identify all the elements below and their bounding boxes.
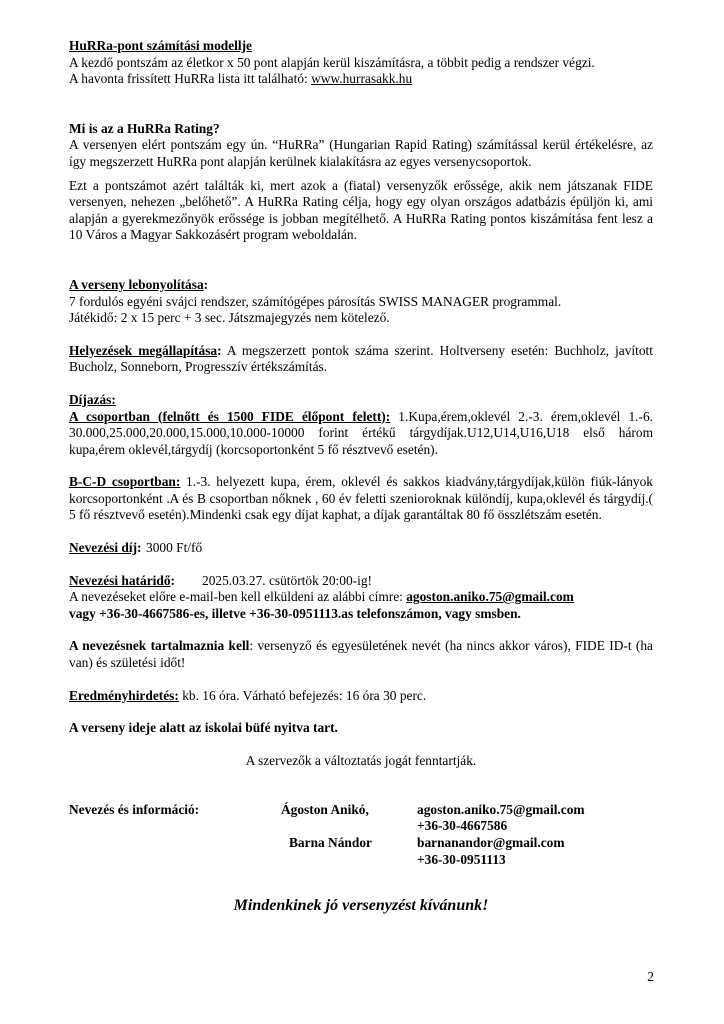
deadline-line: Nevezési határidő: 2025.03.27. csütörtök 20:00-ig! [69, 572, 372, 588]
conduct-heading: A verseny lebonyolítása: [69, 276, 209, 292]
prizes-heading [69, 392, 653, 409]
conduct-line1: 7 fordulós egyéni svájci rendszer, számítógépes párosítás SWISS MANAGER programmal. [69, 293, 562, 309]
placing-heading: Helyezések megállapítása [69, 342, 218, 358]
contact-label: Nevezés és információ: [69, 802, 200, 818]
rating-para1: A versenyen elért pontszám egy ún. “HuRRa” (Hungarian Rapid Rating) számítással kerül értékelésre, az így megszerzett HuRRa pont alapján kerülnek kialakításra az egyes versenycsoportok. [69, 137, 653, 169]
deadline-value: 2025.03.27. csütörtök 20:00-ig! [202, 572, 372, 588]
deadline-label: Nevezési határidő [69, 572, 171, 588]
model-line2-text: A havonta frissített HuRRa lista itt található: [69, 71, 312, 87]
contact-person2: Barna Nándor [289, 835, 372, 851]
fee-label: Nevezési díj [69, 540, 138, 556]
entry-email-link[interactable]: agoston.aniko.75@gmail.com [406, 589, 574, 605]
deadline-phone-line: vagy +36-30-4667586-es, illetve +36-30-0951113.as telefonszámon, vagy smsben. [69, 605, 521, 621]
prizes-bcd-label: B-C-D csoportban: [69, 474, 181, 490]
prizes-heading-text: Díjazás: [69, 391, 116, 407]
contact-email1[interactable]: agoston.aniko.75@gmail.com [417, 802, 585, 818]
deadline-email-line [69, 589, 653, 606]
rating-heading: Mi is az a HuRRa Rating? [69, 120, 220, 136]
organizers-note: A szervezők a változtatás jogát fenntartják. [245, 752, 477, 768]
contact-phone1: +36-30-4667586 [417, 818, 508, 834]
required-text: : versenyző és egyesületének nevét (ha nincs akkor város), FIDE ID-t (ha van) és születési időt! [69, 638, 653, 671]
prizes-a-label: A csoportban (felnőtt és 1500 FIDE élőpont felett): [69, 408, 391, 424]
model-heading [69, 38, 653, 55]
required-label: A nevezésnek tartalmaznia kell [69, 638, 250, 654]
document-page [69, 38, 653, 915]
required-paragraph [69, 638, 653, 671]
fee-value: 3000 Ft/fő [146, 540, 203, 556]
results-text: kb. 16 óra. Várható befejezés: 16 óra 30 perc. [178, 687, 427, 703]
contact-email2[interactable]: barnanandor@gmail.com [417, 835, 565, 851]
conduct-heading-text: A verseny lebonyolítása [69, 276, 204, 292]
buffet-note: A verseny ideje alatt az iskolai büfé nyitva tart. [69, 720, 338, 736]
rating-para2: Ezt a pontszámot azért találták ki, mert azok a (fiatal) versenyzők erőssége, akik nem játszanak FIDE versenyen, nehezen „belőhető”. A HuRRa Rating célja, hogy egy olyan országos adatbázis épüljön ki, ami alapján a gyerekmezőnyök erőssége is jobban megítélhető. A HuRRa Rating pontos kiszámítása fent lesz a 10 Város a Magyar Sakkozásért program weboldalán. [69, 177, 653, 243]
prizes-a-paragraph [69, 409, 653, 459]
placing-text: A megszerzett pontok száma szerint. Holtverseny esetén: Buchholz, javított Bucholz, Sonneborn, Progresszív értékszámítás. [69, 342, 653, 375]
contact-block [69, 802, 653, 868]
results-line [69, 688, 653, 705]
results-label: Eredményhirdetés: [69, 687, 179, 703]
placing-paragraph: Helyezések megállapítása: A megszerzett pontok száma szerint. Holtverseny esetén: Buchholz, javított Bucholz, Sonneborn, Progresszív értékszámítás. [69, 342, 653, 375]
prizes-a-text: 1.Kupa,érem,oklevél 2.-3. érem,oklevél 1.-6. 30.000,25.000,20.000,15.000,10.000-10000 forint értékű tárgydíjak.U12,U14,U16,U18 első három kupa,érem oklevél,tárgydíj (korcsoportonként 5 fő résztvevő esetén). [69, 408, 654, 457]
prizes-bcd-text: 1.-3. helyezett kupa, érem, oklevél és sakkos kiadvány,tárgydíjak,külön fiúk-lányok korcsoportonként .A és B csoportban nőknek , 60 év feletti szenioroknak különdíj, kupa,oklevél és tárgydíj.( 5 fő résztvevő esetén).Mindenki csak egy díjat kaphat, a díjak garantáltak 80 fő összlétszám esetén. [69, 474, 654, 523]
conduct-line2: Játékidő: 2 x 15 perc + 3 sec. Játszmajegyzés nem kötelező. [69, 310, 390, 326]
prizes-bcd-paragraph [69, 474, 653, 524]
page-number: 2 [647, 969, 654, 984]
contact-person1: Ágoston Anikó, [281, 802, 369, 818]
model-heading-text: HuRRa-pont számítási modellje [69, 38, 252, 53]
contact-phone2: +36-30-0951113 [417, 852, 506, 868]
deadline-email-pre: A nevezéseket előre e-mail-ben kell elküldeni az alábbi címre: [69, 589, 407, 605]
closing-message: Mindenkinek jó versenyzést kívánunk! [233, 897, 489, 915]
model-line2 [69, 71, 653, 88]
hurrasakk-link[interactable]: www.hurrasakk.hu [311, 71, 413, 87]
fee-line: Nevezési díj: 3000 Ft/fő [69, 540, 203, 556]
model-line1: A kezdő pontszám az életkor x 50 pont alapján kerül kiszámításra, a többit pedig a rendszer végzi. [69, 54, 595, 70]
